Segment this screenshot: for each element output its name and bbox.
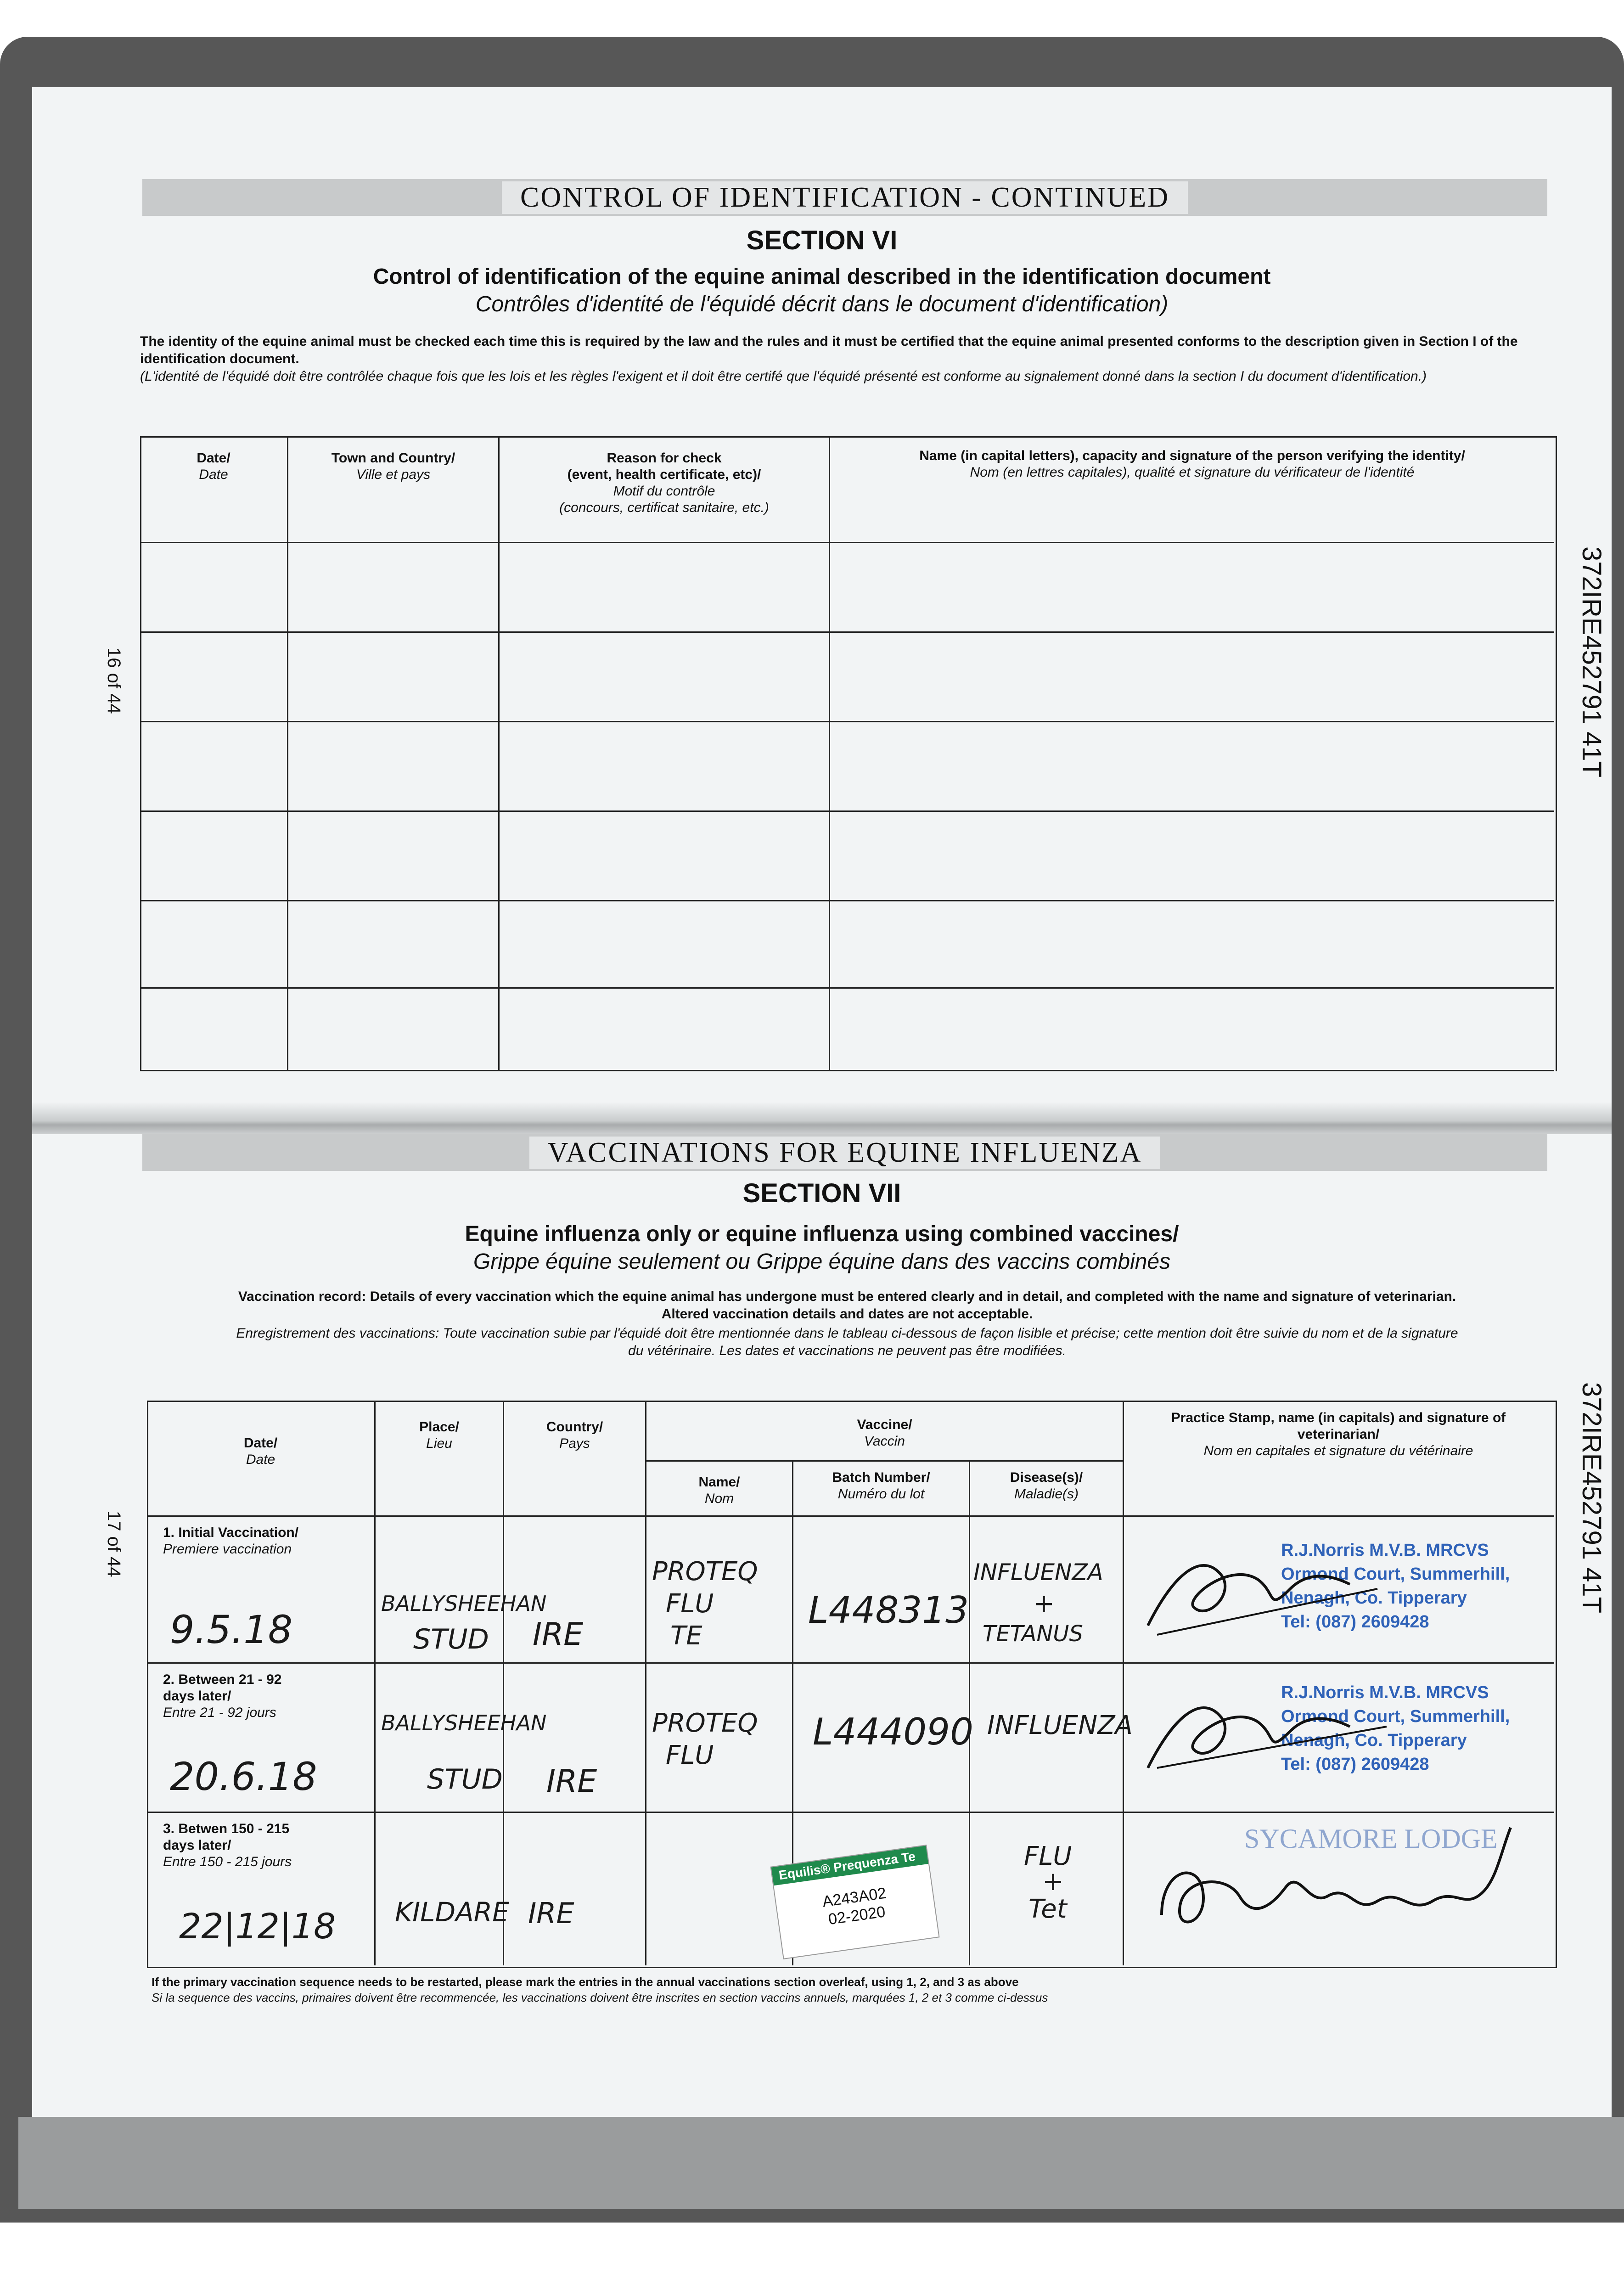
row-line <box>140 987 1554 989</box>
table-bottom <box>140 1070 1554 1071</box>
col-header-vaccine: Vaccine/ Vaccin <box>857 1417 912 1449</box>
row-vaccine-name: PROTEQ <box>652 1708 758 1738</box>
row-disease-2: + <box>1042 1867 1064 1896</box>
row-date: 20.6.18 <box>170 1754 317 1799</box>
row-disease-3: Tet <box>1028 1894 1067 1924</box>
sticker-lot: A243A02 02-2020 <box>821 1884 888 1929</box>
row-disease-2: + <box>1033 1589 1055 1619</box>
col-header-date: Date/ Date <box>243 1435 278 1467</box>
intro-en: Vaccination record: Details of every vaccination which the equine animal has undergone must be entered clearly and in detail, and completed with the name and signature of veterinarian. Altered vaccination details and dates are not acceptable. <box>238 1289 1456 1322</box>
banner-text: CONTROL OF IDENTIFICATION - CONTINUED <box>502 181 1188 214</box>
row-disease: FLU <box>1024 1841 1072 1871</box>
row-line <box>140 542 1554 543</box>
row-place-2: STUD <box>427 1763 503 1795</box>
row-country: IRE <box>546 1763 597 1800</box>
page-17 <box>32 1134 1612 2117</box>
row-line <box>147 1662 1554 1664</box>
intro-en: The identity of the equine animal must be checked each time this is required by the law and the rules and it must be certified that the equine animal presented conforms to the description given in Section I of the identification document. <box>140 334 1518 366</box>
page-number: 17 of 44 <box>104 1511 124 1577</box>
vet-signature <box>1139 1534 1396 1653</box>
title-en: Equine influenza only or equine influenza using combined vaccines/ <box>465 1222 1179 1246</box>
col-header-batch: Batch Number/ Numéro du lot <box>832 1470 930 1502</box>
col-header-stamp: Practice Stamp, name (in capitals) and signature of veterinarian/ Nom en capitales et signature du vétérinaire <box>1171 1410 1506 1458</box>
vet-stamp: R.J.Norris M.V.B. MRCVS Ormond Court, Summerhill, Nenagh, Co. Tipperary Tel: (087) 2609428 <box>1281 1541 1510 1632</box>
row-label: 1. Initial Vaccination/ Premiere vaccination <box>163 1525 299 1557</box>
footnote-fr: Si la sequence des vaccins, primaires doivent être recommencée, les vaccinations doivent être inscrites en section vaccins annuels, marquées 1, 2 et 3 comme ci-dessus <box>152 1991 1048 2004</box>
col-divider <box>503 1401 504 1965</box>
row-label: 3. Betwen 150 - 215 days later/ Entre 150 - 215 jours <box>163 1821 292 1869</box>
vaccine-subheader-line <box>645 1460 1123 1462</box>
intro-fr: Enregistrement des vaccinations: Toute vaccination subie par l'équidé doit être mentionnée dans le tableau ci-dessous de façon lisible et précise; cette mention doit être suivie du nom et de la signature du vétérinaire. Les dates et vaccinations ne peuvent pas être modifiées. <box>236 1326 1458 1358</box>
row-line <box>140 810 1554 812</box>
identification-table <box>140 436 1557 1071</box>
col-divider <box>374 1401 376 1965</box>
row-place: KILDARE <box>395 1896 509 1928</box>
col-header-date: Date/ Date <box>197 450 230 482</box>
col-divider <box>1123 1401 1124 1965</box>
section-banner <box>142 179 1547 216</box>
col-header-vaccine-name: Name/ Nom <box>698 1474 740 1506</box>
col-header-place: Place/ Lieu <box>419 1419 459 1451</box>
vet-signature <box>1134 1814 1538 1961</box>
vet-signature <box>1139 1676 1396 1795</box>
row-country: IRE <box>528 1896 574 1930</box>
row-date: 22|12|18 <box>179 1906 336 1947</box>
vet-stamp: R.J.Norris M.V.B. MRCVS Ormond Court, Summerhill, Nenagh, Co. Tipperary Tel: (087) 2609428 <box>1281 1683 1510 1774</box>
row-vaccine-name-3: TE <box>670 1621 702 1651</box>
title-fr: Grippe équine seulement ou Grippe équine dans des vaccins combinés <box>473 1249 1171 1274</box>
row-batch: L448313 <box>808 1589 969 1632</box>
row-disease: INFLUENZA <box>987 1711 1133 1740</box>
col-header-country: Country/ Pays <box>546 1419 603 1451</box>
row-disease: INFLUENZA <box>973 1559 1103 1586</box>
intro-fr: (L'identité de l'équidé doit être contrôlée chaque fois que les lois et les règles l'exigent et il doit être certifé que l'équidé présenté est conforme au signalement donné dans la section I du document d'identification.) <box>140 369 1427 384</box>
row-line <box>140 631 1554 633</box>
section-banner <box>142 1134 1547 1171</box>
row-country: IRE <box>533 1616 584 1653</box>
page-number: 16 of 44 <box>104 647 124 714</box>
row-place: BALLYSHEEHAN <box>381 1711 547 1735</box>
col-divider <box>829 436 830 1070</box>
col-divider <box>498 436 500 1070</box>
row-vaccine-name-2: FLU <box>666 1740 714 1770</box>
title-fr: Contrôles d'identité de l'équidé décrit dans le document d'identification) <box>475 292 1169 316</box>
row-line <box>140 721 1554 722</box>
col-header-reason: Reason for check (event, health certificate, etc)/ Motif du contrôle (concours, certificat sanitaire, etc.) <box>559 450 769 515</box>
sticker-title: Equilis® Prequenza Te <box>771 1846 928 1885</box>
cover-edge <box>18 2117 1624 2209</box>
row-line <box>140 900 1554 901</box>
row-date: 9.5.18 <box>170 1607 293 1652</box>
title-en: Control of identification of the equine animal described in the identification document <box>373 264 1271 289</box>
footnote-en: If the primary vaccination sequence needs to be restarted, please mark the entries in the annual vaccinations section overleaf, using 1, 2, and 3 as above <box>152 1975 1019 1989</box>
passport-id: 372IRE452791 41T <box>1577 1382 1607 1614</box>
section-title: SECTION VII <box>742 1178 901 1208</box>
passport-id: 372IRE452791 41T <box>1577 546 1607 778</box>
page-16 <box>32 87 1612 1111</box>
row-place: BALLYSHEEHAN <box>381 1591 547 1616</box>
row-place-2: STUD <box>413 1623 489 1655</box>
banner-text: VACCINATIONS FOR EQUINE INFLUENZA <box>529 1137 1161 1169</box>
section-title: SECTION VI <box>746 225 898 255</box>
row-disease-3: TETANUS <box>983 1621 1083 1647</box>
vet-stamp: SYCAMORE LODGE <box>1244 1823 1498 1854</box>
col-header-town: Town and Country/ Ville et pays <box>331 450 455 482</box>
row-vaccine-name-2: FLU <box>666 1589 714 1619</box>
col-header-name: Name (in capital letters), capacity and signature of the person verifying the identity/ Nom (en lettres capitales), qualité et signature du vérificateur de l'identité <box>919 448 1465 480</box>
col-divider <box>287 436 288 1070</box>
col-header-disease: Disease(s)/ Maladie(s) <box>1010 1470 1083 1502</box>
row-batch: L444090 <box>813 1711 973 1753</box>
row-line <box>147 1812 1554 1813</box>
row-vaccine-name: PROTEQ <box>652 1557 758 1587</box>
row-line <box>147 1515 1554 1517</box>
row-label: 2. Between 21 - 92 days later/ Entre 21 - 92 jours <box>163 1672 282 1720</box>
